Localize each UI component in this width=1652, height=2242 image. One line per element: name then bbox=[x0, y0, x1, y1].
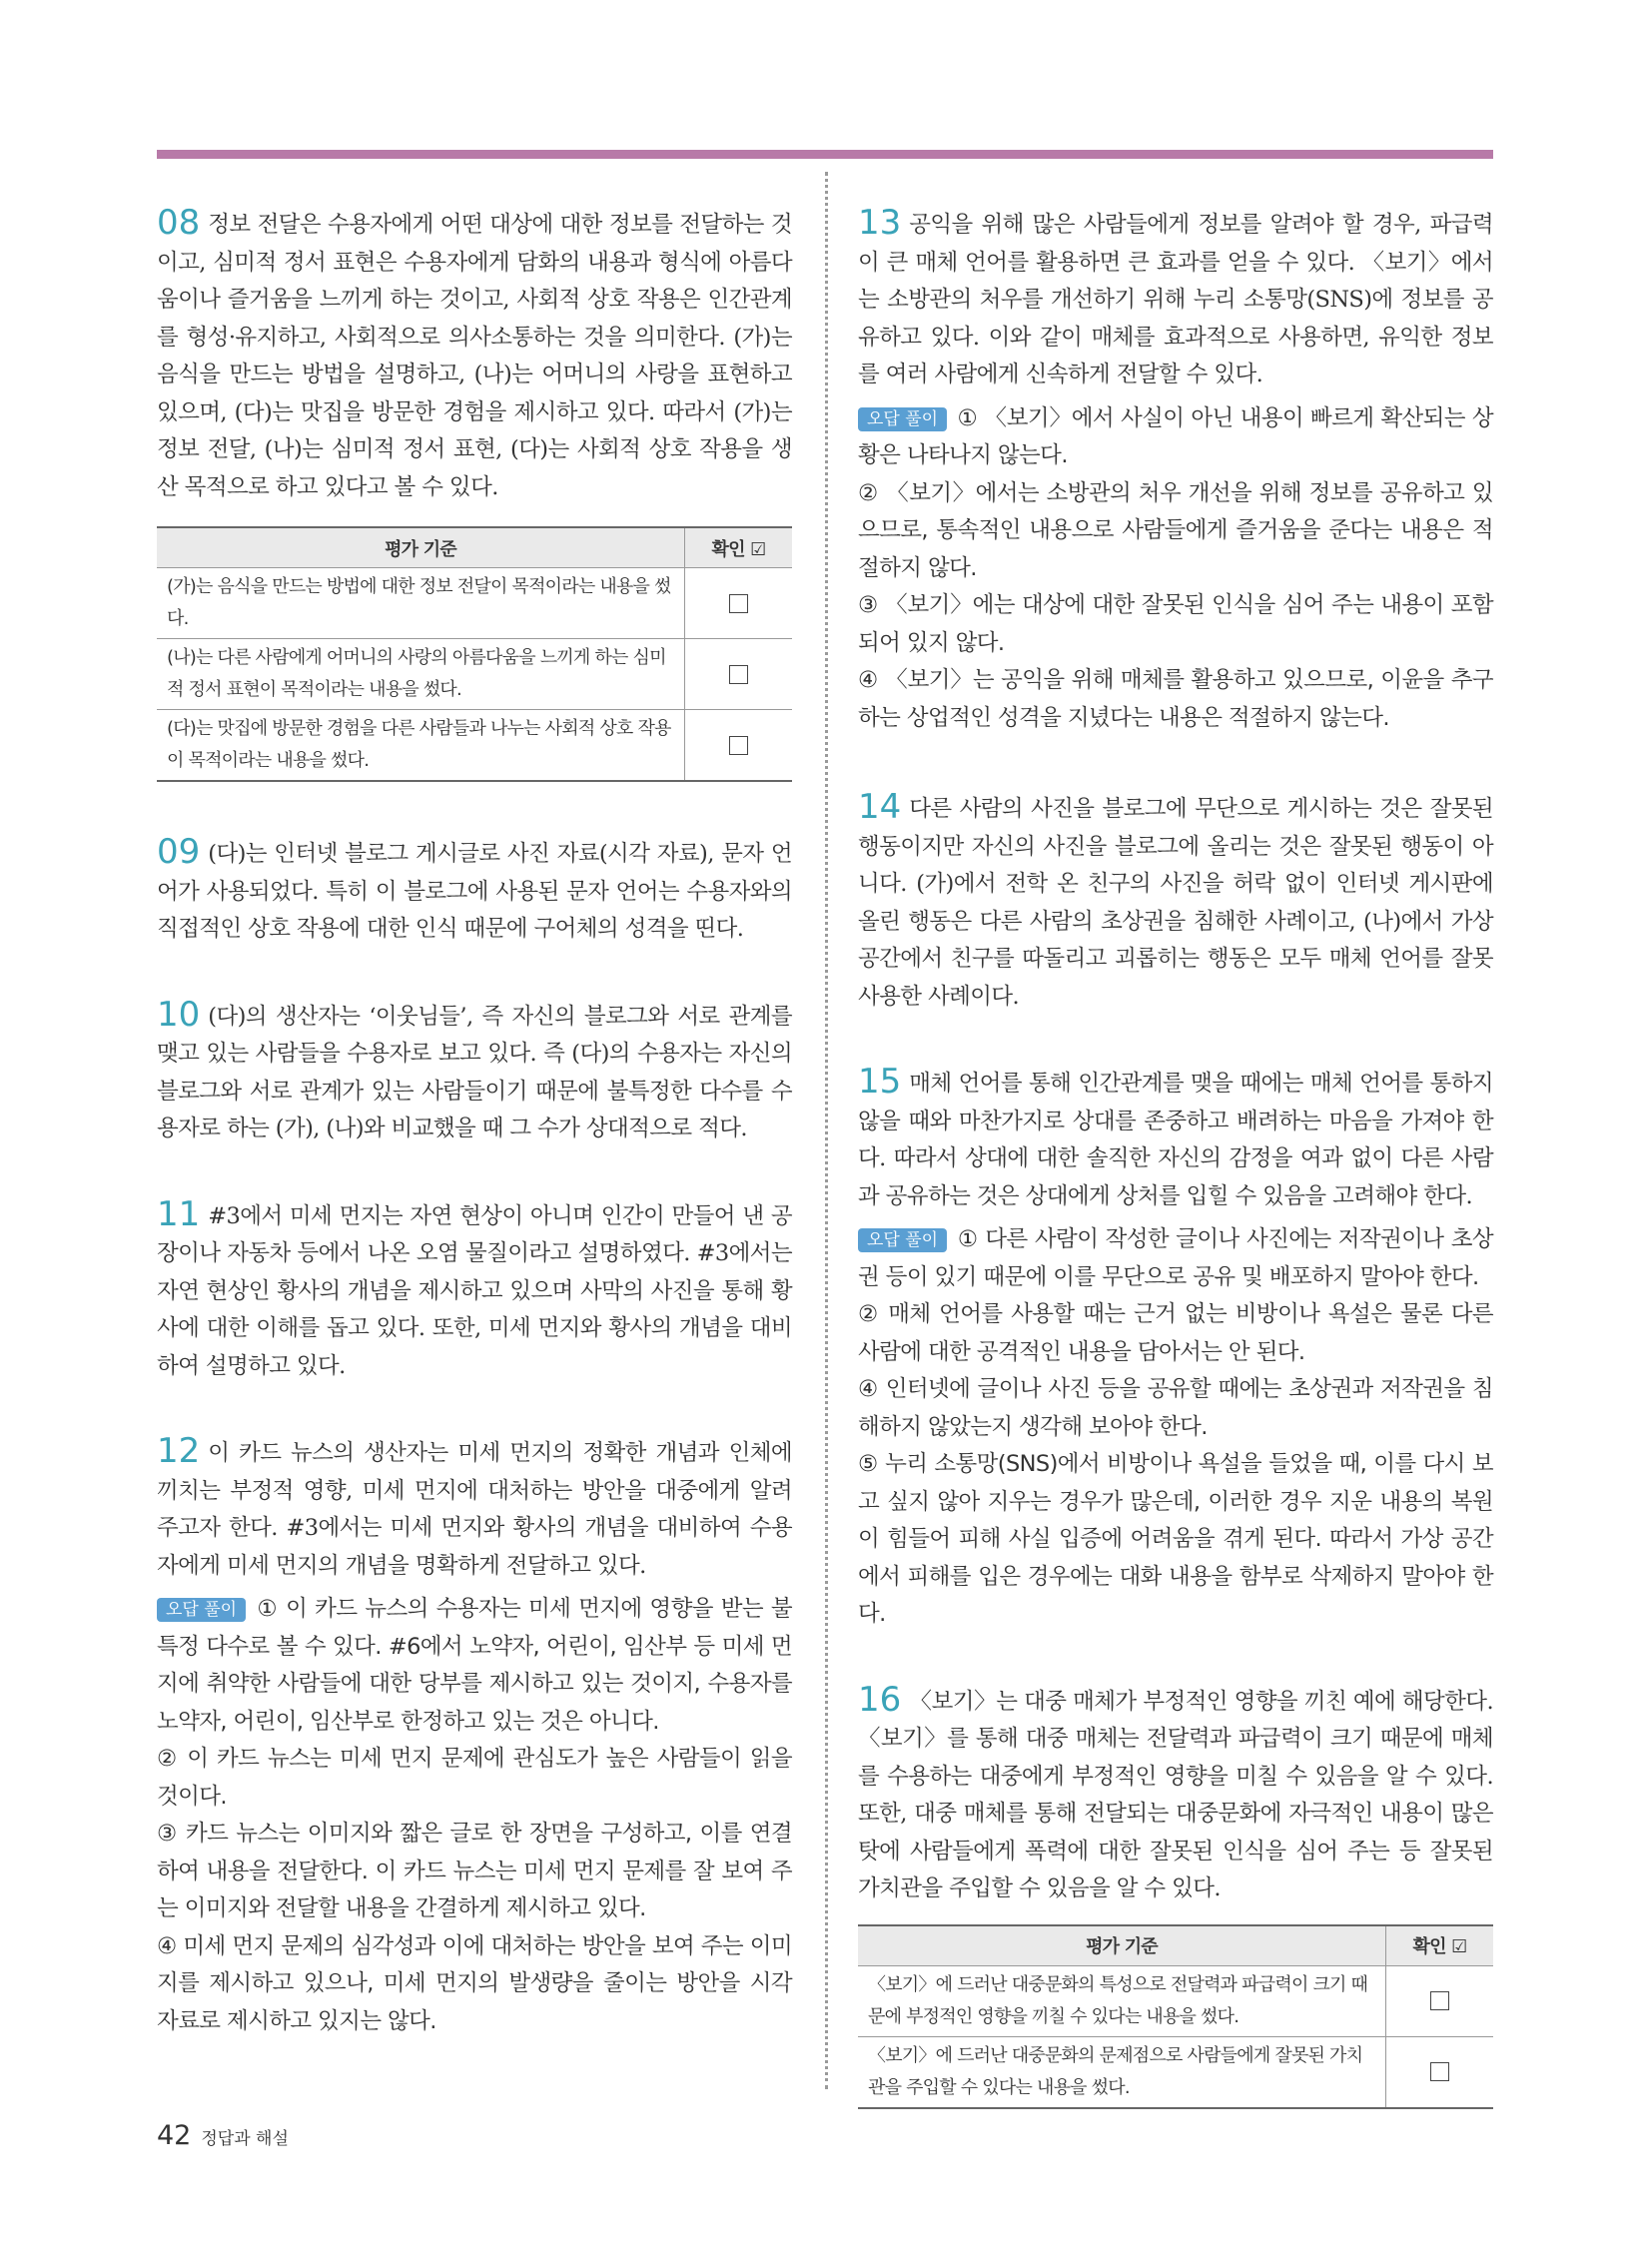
answer-text: #3에서 미세 먼지는 자연 현상이 아니며 인간이 만들어 낸 공장이나 자동차 등에서 나온 오염 물질이라고 설명하였다. #3에서는 자연 현상인 황사의 개념을 제시하고 있으며 사막의 사진을 통해 황사에 대한 이해를 돕고 있다. 또한, 미세 먼지와 황사의 개념을 대비하여 설명하고 있다. bbox=[157, 1202, 792, 1379]
criteria-cell: (나)는 다른 사람에게 어머니의 사랑의 아름다움을 느끼게 하는 심미적 정서 표현이 목적이라는 내용을 썼다. bbox=[157, 639, 685, 710]
check-header: 확인 ☑ bbox=[1386, 1925, 1494, 1966]
wrong-answer-explanation bbox=[157, 1591, 792, 2040]
table-row bbox=[157, 639, 792, 710]
question-number: 12 bbox=[157, 1431, 201, 1471]
checkbox[interactable] bbox=[729, 594, 748, 613]
answer-text: 정보 전달은 수용자에게 어떤 대상에 대한 정보를 전달하는 것이고, 심미적 정서 표현은 수용자에게 담화의 내용과 형식에 아름다움이나 즐거움을 느끼게 하는 것이고, 사회적 상호 작용은 인간관계를 형성·유지하고, 사회적으로 의사소통하는 것을 의미한다. (가)는 음식을 만드는 방법을 설명하고, (나)는 어머니의 사랑을 표현하고 있으며, (다)는 맛집을 방문한 경험을 제시하고 있다. 따라서 (가)는 정보 전달, (나)는 심미적 정서 표현, (다)는 사회적 상호 작용을 생산 목적으로 하고 있다고 볼 수 있다. bbox=[157, 212, 792, 500]
table-row bbox=[157, 710, 792, 782]
right-column bbox=[858, 205, 1493, 2109]
explanation-item: ⑤ 누리 소통망(SNS)에서 비방이나 욕설을 들었을 때, 이를 다시 보고 싶지 않아 지우는 경우가 많은데, 이러한 경우 지운 내용의 복원이 힘들어 피해 사실 입증에 어려움을 겪게 된다. 따라서 가상 공간에서 피해를 입은 경우에는 대화 내용을 함부로 삭제하지 말아야 한다. bbox=[858, 1451, 1493, 1627]
question-number: 11 bbox=[157, 1193, 201, 1234]
question-number: 09 bbox=[157, 832, 201, 872]
question-number: 14 bbox=[858, 787, 902, 827]
answer-text: 공익을 위해 많은 사람들에게 정보를 알려야 할 경우, 파급력이 큰 매체 언어를 활용하면 큰 효과를 얻을 수 있다. 〈보기〉에서는 소방관의 처우를 개선하기 위해 누리 소통망(SNS)에 정보를 공유하고 있다. 이와 같이 매체를 효과적으로 사용하면, 유익한 정보를 여러 사람에게 신속하게 전달할 수 있다. bbox=[858, 212, 1493, 387]
explanation-item: ② 〈보기〉에서는 소방관의 처우 개선을 위해 정보를 공유하고 있으므로, 통속적인 내용으로 사람들에게 즐거움을 준다는 내용은 적절하지 않다. bbox=[858, 479, 1493, 581]
criteria-cell: (다)는 맛집에 방문한 경험을 다른 사람들과 나누는 사회적 상호 작용이 목적이라는 내용을 썼다. bbox=[157, 710, 685, 782]
table-row bbox=[858, 1965, 1493, 2036]
answer-text: 이 카드 뉴스의 생산자는 미세 먼지의 정확한 개념과 인체에 끼치는 부정적 영향, 미세 먼지에 대처하는 방안을 대중에게 알려 주고자 한다. #3에서는 미세 먼지와 황사의 개념을 대비하여 수용자에게 미세 먼지의 개념을 명확하게 전달하고 있다. bbox=[157, 1440, 792, 1579]
checkbox[interactable] bbox=[729, 665, 748, 684]
criteria-header: 평가 기준 bbox=[858, 1925, 1386, 1966]
explanation-item: ④ 〈보기〉는 공익을 위해 매체를 활용하고 있으므로, 이윤을 추구하는 상업적인 성격을 지녔다는 내용은 적절하지 않는다. bbox=[858, 667, 1493, 731]
wrong-answer-explanation bbox=[858, 1221, 1493, 1634]
answer-16 bbox=[858, 1679, 1493, 1908]
wrong-answer-badge: 오답 풀이 bbox=[157, 1598, 246, 1622]
explanation-item: ① 이 카드 뉴스의 수용자는 미세 먼지에 영향을 받는 불특정 다수로 볼 수 있다. #6에서 노약자, 어린이, 임산부 등 미세 먼지에 취약한 사람들에 대한 당부를 제시하고 있는 것이지, 수용자를 노약자, 어린이, 임산부로 한정하고 있는 것은 아니다. bbox=[157, 1596, 792, 1735]
table-row bbox=[157, 568, 792, 639]
explanation-item: ③ 카드 뉴스는 이미지와 짧은 글로 한 장면을 구성하고, 이를 연결하여 내용을 전달한다. 이 카드 뉴스는 미세 먼지 문제를 잘 보여 주는 이미지와 전달할 내용을 간결하게 제시하고 있다. bbox=[157, 1821, 792, 1921]
section-title: 정답과 해설 bbox=[201, 2129, 289, 2149]
answer-text: 〈보기〉는 대중 매체가 부정적인 영향을 끼친 예에 해당한다. 〈보기〉를 통해 대중 매체는 전달력과 파급력이 크기 때문에 매체를 수용하는 대중에게 부정적인 영향을 미칠 수 있음을 알 수 있다. 또한, 대중 매체를 통해 전달되는 대중문화에 자극적인 내용이 많은 탓에 사람들에게 폭력에 대한 잘못된 인식을 심어 주는 등 잘못된 가치관을 주입할 수 있음을 알 수 있다. bbox=[858, 1688, 1493, 1901]
explanation-item: ① 다른 사람이 작성한 글이나 사진에는 저작권이나 초상권 등이 있기 때문에 이를 무단으로 공유 및 배포하지 말아야 한다. bbox=[858, 1226, 1493, 1290]
column-divider bbox=[825, 172, 828, 2089]
answer-12 bbox=[157, 1433, 792, 2040]
explanation-item: ② 매체 언어를 사용할 때는 근거 없는 비방이나 욕설은 물론 다른 사람에 대한 공격적인 내용을 담아서는 안 된다. bbox=[858, 1301, 1493, 1365]
question-number: 13 bbox=[858, 203, 902, 243]
explanation-item: ④ 인터넷에 글이나 사진 등을 공유할 때에는 초상권과 저작권을 침해하지 않았는지 생각해 보아야 한다. bbox=[858, 1376, 1493, 1440]
checkbox[interactable] bbox=[1430, 1991, 1449, 2010]
explanation-item: ③ 〈보기〉에는 대상에 대한 잘못된 인식을 심어 주는 내용이 포함되어 있지 않다. bbox=[858, 592, 1493, 656]
answer-14 bbox=[858, 789, 1493, 1016]
wrong-answer-badge: 오답 풀이 bbox=[858, 1228, 947, 1252]
answer-13 bbox=[858, 205, 1493, 737]
answer-08 bbox=[157, 205, 792, 506]
criteria-header: 평가 기준 bbox=[157, 527, 685, 568]
page-number: 42 bbox=[157, 2120, 192, 2151]
left-column bbox=[157, 205, 792, 2040]
wrong-answer-explanation bbox=[858, 400, 1493, 738]
criteria-cell: (가)는 음식을 만드는 방법에 대한 정보 전달이 목적이라는 내용을 썼다. bbox=[157, 568, 685, 639]
answer-text: 다른 사람의 사진을 블로그에 무단으로 게시하는 것은 잘못된 행동이지만 자신의 사진을 블로그에 올리는 것은 잘못된 행동이 아니다. (가)에서 전학 온 친구의 사진을 허락 없이 인터넷 게시판에 올린 행동은 다른 사람의 초상권을 침해한 사례이고, (나)에서 가상 공간에서 친구를 따돌리고 괴롭히는 행동은 모두 매체 언어를 잘못 사용한 사례이다. bbox=[858, 796, 1493, 1010]
criteria-cell: 〈보기〉에 드러난 대중문화의 특성으로 전달력과 파급력이 크기 때문에 부정적인 영향을 끼칠 수 있다는 내용을 썼다. bbox=[858, 1965, 1386, 2036]
question-number: 08 bbox=[157, 203, 201, 243]
answer-text: 매체 언어를 통해 인간관계를 맺을 때에는 매체 언어를 통하지 않을 때와 마찬가지로 상대를 존중하고 배려하는 마음을 가져야 한다. 따라서 상대에 대한 솔직한 자신의 감정을 여과 없이 다른 사람과 공유하는 것은 상대에게 상처를 입힐 수 있음을 고려해야 한다. bbox=[858, 1071, 1493, 1209]
page-footer bbox=[157, 2120, 289, 2151]
answer-11 bbox=[157, 1193, 792, 1386]
question-number: 10 bbox=[157, 994, 201, 1035]
answer-text: (다)는 인터넷 블로그 게시글로 사진 자료(시각 자료), 문자 언어가 사용되었다. 특히 이 블로그에 사용된 문자 언어는 수용자와의 직접적인 상호 작용에 대한 인식 때문에 구어체의 성격을 띤다. bbox=[157, 841, 792, 942]
table-row bbox=[858, 2036, 1493, 2108]
checkbox[interactable] bbox=[1430, 2062, 1449, 2081]
checkbox[interactable] bbox=[729, 736, 748, 755]
answer-10 bbox=[157, 994, 792, 1148]
evaluation-table-08 bbox=[157, 526, 792, 782]
question-number: 15 bbox=[858, 1062, 902, 1102]
check-header: 확인 ☑ bbox=[685, 527, 793, 568]
explanation-item: ④ 미세 먼지 문제의 심각성과 이에 대처하는 방안을 보여 주는 이미지를 제시하고 있으나, 미세 먼지의 발생량을 줄이는 방안을 시각 자료로 제시하고 있지는 않다. bbox=[157, 1932, 792, 2034]
wrong-answer-badge: 오답 풀이 bbox=[858, 407, 947, 431]
explanation-item: ① 〈보기〉에서 사실이 아닌 내용이 빠르게 확산되는 상황은 나타나지 않는다. bbox=[858, 404, 1493, 468]
answer-09 bbox=[157, 834, 792, 949]
evaluation-table-16 bbox=[858, 1924, 1493, 2109]
explanation-item: ② 이 카드 뉴스는 미세 먼지 문제에 관심도가 높은 사람들이 읽을 것이다. bbox=[157, 1746, 792, 1810]
answer-text: (다)의 생산자는 ‘이웃님들’, 즉 자신의 블로그와 서로 관계를 맺고 있는 사람들을 수용자로 보고 있다. 즉 (다)의 수용자는 자신의 블로그와 서로 관계가 있는 사람들이기 때문에 불특정한 다수를 수용자로 하는 (가), (나)와 비교했을 때 그 수가 상대적으로 적다. bbox=[157, 1003, 792, 1141]
question-number: 16 bbox=[858, 1679, 902, 1720]
answer-15 bbox=[858, 1064, 1493, 1634]
criteria-cell: 〈보기〉에 드러난 대중문화의 문제점으로 사람들에게 잘못된 가치관을 주입할 수 있다는 내용을 썼다. bbox=[858, 2036, 1386, 2108]
header-bar bbox=[157, 150, 1493, 159]
